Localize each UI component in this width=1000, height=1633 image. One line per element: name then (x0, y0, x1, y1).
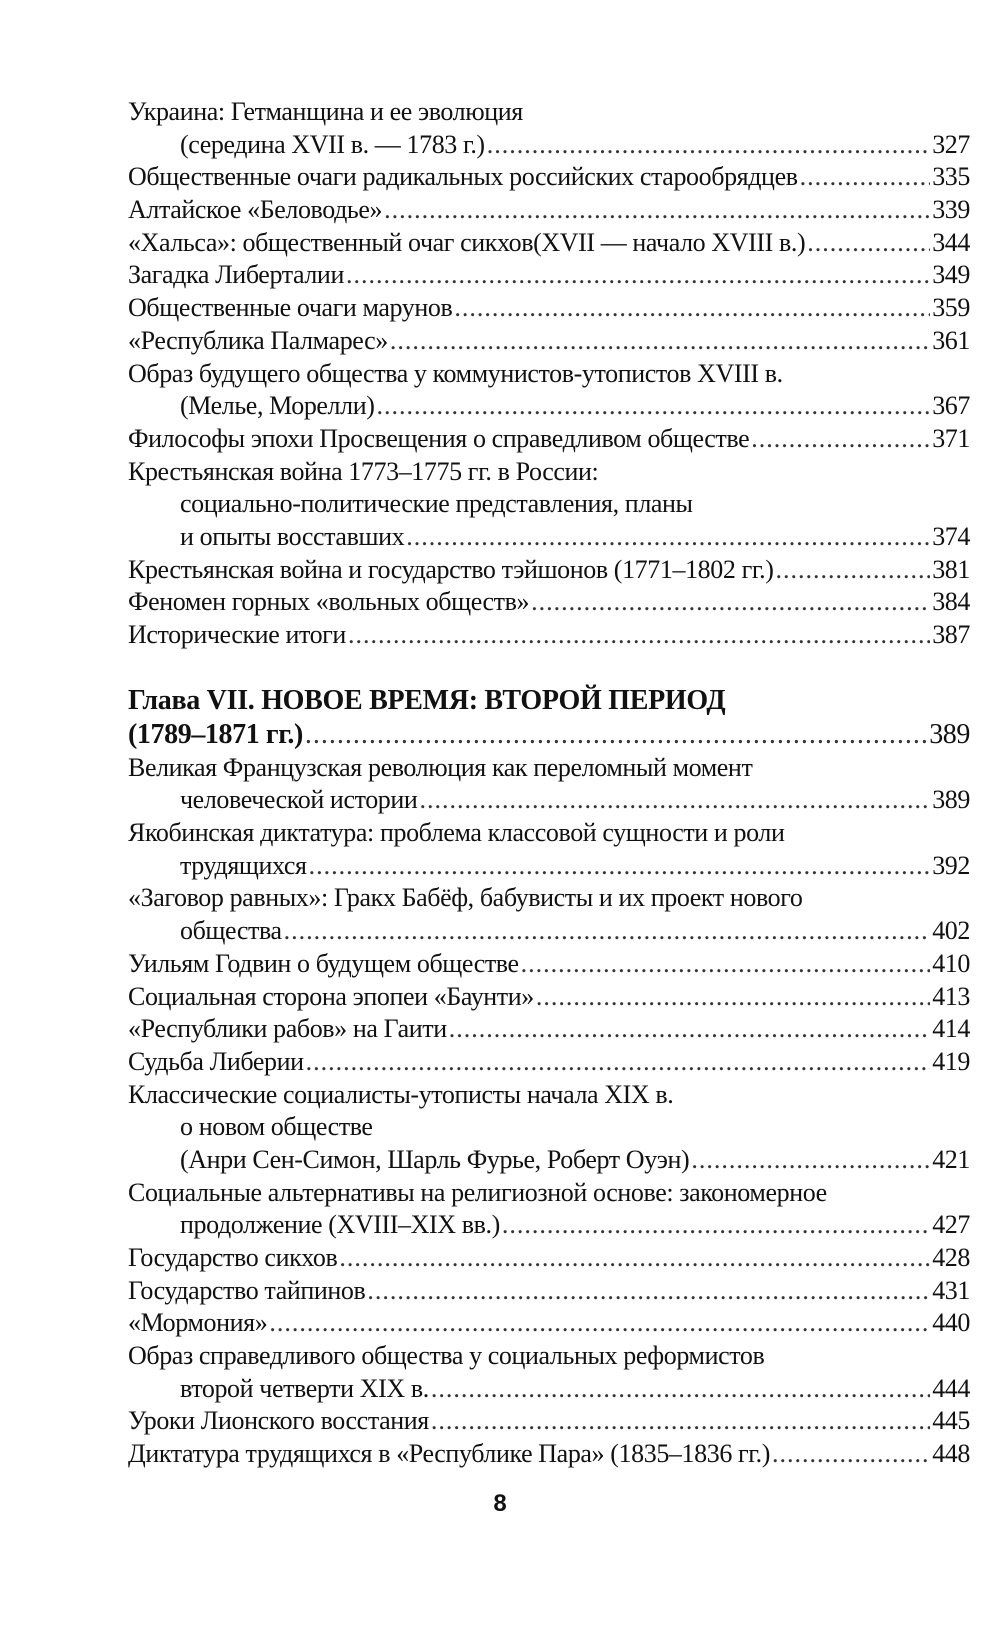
toc-section-chapter-6 (128, 96, 970, 652)
toc-entry-title: Крестьянская война 1773–1775 гг. в России: (128, 456, 599, 486)
toc-entry-page: 381 (932, 554, 970, 584)
toc-entry-page: 444 (932, 1373, 970, 1403)
toc-entry-title: «Мормония» (128, 1308, 268, 1338)
chapter-page: 389 (929, 718, 970, 750)
chapter-heading-line2 (128, 718, 970, 752)
toc-entry-title: Судьба Либерии (128, 1046, 304, 1076)
toc-entry (128, 423, 970, 456)
toc-entry-page: 371 (932, 423, 970, 453)
toc-entry (128, 521, 970, 554)
dot-leader (800, 161, 931, 194)
section-gap (128, 652, 970, 684)
toc-entry-title: Великая Французская революция как переломный момент (128, 752, 753, 782)
toc-entry-title: Образ будущего общества у коммунистов-утопистов XVIII в. (128, 358, 783, 388)
toc-entry (128, 194, 970, 227)
dot-leader (521, 948, 931, 981)
toc-entry (128, 784, 970, 817)
toc-entry-title: «Республика Палмарес» (128, 325, 388, 355)
toc-entry-title: Государство сикхов (128, 1243, 338, 1272)
dot-leader (502, 1209, 930, 1242)
toc-entry (128, 1275, 970, 1308)
toc-entry-title: Алтайское «Беловодье» (128, 195, 383, 225)
toc-entry-title: Феномен горных «вольных обществ» (128, 587, 530, 617)
toc-entry-title: Общественные очаги марунов (128, 293, 453, 323)
toc-entry-page: 413 (932, 981, 970, 1011)
toc-entry-page: 387 (932, 620, 970, 649)
toc-entry-title: Уильям Годвин о будущем обществе (128, 948, 519, 978)
toc-entry (128, 1209, 970, 1242)
toc-entry-title: Общественные очаги радикальных российских старообрядцев (128, 162, 798, 192)
toc-entry-page: 428 (932, 1243, 970, 1272)
dot-leader (305, 718, 927, 752)
dot-leader (536, 981, 930, 1014)
toc-entry-title: (Мелье, Морелли) (180, 391, 375, 421)
toc-entry (128, 981, 970, 1014)
toc-entry (128, 1405, 970, 1438)
toc-entry (128, 1079, 970, 1112)
toc-entry (128, 1307, 970, 1340)
toc-entry-page: 384 (932, 587, 970, 617)
toc-entry-title: «Хальса»: общественный очаг сикхов(XVII — начало XVIII в.) (128, 227, 806, 257)
toc-entry-page: 374 (932, 521, 970, 551)
dot-leader (376, 390, 930, 423)
toc-entry-page: 349 (932, 260, 970, 290)
toc-entry (128, 96, 970, 129)
toc-entry-title: Крестьянская война и государство тэйшонов (1771–1802 гг.) (128, 554, 774, 584)
dot-leader (384, 194, 930, 227)
toc-entry-page: 445 (932, 1406, 970, 1436)
dot-leader (339, 1242, 930, 1275)
toc-entry (128, 1046, 970, 1079)
page-number: 8 (493, 1490, 507, 1517)
toc-entry-title: второй четверти XIX в. (180, 1373, 429, 1403)
toc-entry (128, 554, 970, 587)
toc-entry-title: Диктатура трудящихся в «Республике Пара» (1835–1836 гг.) (128, 1439, 770, 1469)
toc-entry-title: общества (180, 916, 282, 946)
toc-entry-page: 389 (932, 785, 970, 815)
toc-entry (128, 1111, 970, 1144)
toc-entry-title: Социальная сторона эпопеи «Баунти» (128, 981, 534, 1011)
toc-entry (128, 915, 970, 948)
dot-leader (487, 129, 931, 162)
dot-leader (406, 521, 930, 554)
toc-entry (128, 456, 970, 489)
toc-entry (128, 619, 970, 652)
toc-entry-title: социально-политические представления, планы (180, 489, 693, 519)
toc-entry-page: 392 (932, 850, 970, 880)
dot-leader (449, 1013, 930, 1046)
toc-entry (128, 948, 970, 981)
toc-entry (128, 882, 970, 915)
toc-entry-page: 414 (932, 1014, 970, 1044)
toc-entry-page: 427 (932, 1210, 970, 1240)
toc-entry (128, 586, 970, 619)
chapter-title: Глава VII. НОВОЕ ВРЕМЯ: ВТОРОЙ ПЕРИОД (128, 684, 726, 716)
dot-leader (751, 423, 930, 456)
toc-section-chapter-7 (128, 752, 970, 1471)
dot-leader (306, 1046, 931, 1079)
toc-entry (128, 325, 970, 358)
toc-entry-page: 327 (932, 129, 970, 159)
toc-entry-page: 402 (932, 916, 970, 946)
dot-leader (367, 1275, 930, 1308)
toc-entry-title: Украина: Гетманщина и ее эволюция (128, 97, 523, 126)
toc-entry (128, 161, 970, 194)
toc-entry-title: и опыты восставших (180, 521, 405, 551)
toc-entry-title: Уроки Лионского восстания (128, 1406, 429, 1436)
toc-entry-title: о новом обществе (180, 1112, 373, 1142)
dot-leader (807, 227, 930, 260)
toc-entry-page: 361 (932, 325, 970, 355)
toc-entry-page: 448 (932, 1439, 970, 1469)
toc-entry (128, 358, 970, 391)
toc-entry (128, 129, 970, 162)
dot-leader (309, 850, 931, 883)
toc-entry-title: продолжение (XVIII–XIX вв.) (180, 1210, 500, 1240)
toc-entry (128, 752, 970, 785)
toc-entry-page: 440 (932, 1308, 970, 1338)
toc-entry (128, 1373, 970, 1406)
toc-entry-title: Якобинская диктатура: проблема классовой сущности и роли (128, 818, 785, 848)
toc-entry-page: 359 (932, 293, 970, 323)
dot-leader (776, 554, 931, 587)
toc-entry-title: Социальные альтернативы на религиозной основе: закономерное (128, 1177, 827, 1207)
dot-leader (284, 915, 931, 948)
toc-entry (128, 1242, 970, 1275)
toc-entry-title: Философы эпохи Просвещения о справедливом обществе (128, 423, 750, 453)
toc-entry-title: Классические социалисты-утописты начала XIX в. (128, 1079, 674, 1109)
dot-leader (348, 619, 930, 652)
dot-leader (431, 1405, 930, 1438)
toc-entry-page: 419 (932, 1046, 970, 1076)
chapter-heading (128, 684, 970, 718)
toc-entry-title: Государство тайпинов (128, 1275, 366, 1305)
toc-entry-page: 339 (932, 195, 970, 225)
toc-entry (128, 817, 970, 850)
toc-entry (128, 488, 970, 521)
dot-leader (390, 325, 930, 358)
toc-entry-title: «Республики рабов» на Гаити (128, 1014, 447, 1044)
toc-entry (128, 390, 970, 423)
toc-entry-title: (середина XVII в. — 1783 г.) (180, 129, 485, 159)
toc-entry (128, 1144, 970, 1177)
toc-entry-title: Исторические итоги (128, 620, 346, 649)
toc-entry-title: человеческой истории (180, 785, 418, 815)
toc-entry (128, 1438, 970, 1471)
toc-entry (128, 259, 970, 292)
toc-entry-title: Загадка Либерталии (128, 260, 344, 290)
dot-leader (454, 292, 930, 325)
dot-leader (531, 586, 930, 619)
toc-entry-page: 410 (932, 948, 970, 978)
table-of-contents (128, 96, 970, 1471)
toc-entry-page: 367 (932, 391, 970, 421)
toc-entry (128, 850, 970, 883)
toc-entry-title: (Анри Сен-Симон, Шарль Фурье, Роберт Оуэн) (180, 1144, 690, 1174)
toc-entry (128, 1013, 970, 1046)
toc-entry-page: 431 (932, 1275, 970, 1305)
chapter-period: (1789–1871 гг.) (128, 718, 303, 750)
toc-entry-title: «Заговор равных»: Гракх Бабёф, бабувисты и их проект нового (128, 883, 803, 913)
toc-entry-title: Образ справедливого общества у социальных реформистов (128, 1341, 765, 1371)
dot-leader (419, 784, 930, 817)
dot-leader (691, 1144, 930, 1177)
toc-entry-title: трудящихся (180, 850, 307, 880)
toc-entry-page: 421 (932, 1144, 970, 1174)
dot-leader (346, 259, 930, 292)
toc-entry-page: 335 (932, 162, 970, 192)
toc-entry (128, 227, 970, 260)
toc-entry (128, 1177, 970, 1210)
toc-entry (128, 1340, 970, 1373)
toc-entry (128, 292, 970, 325)
dot-leader (431, 1373, 930, 1406)
dot-leader (269, 1307, 930, 1340)
dot-leader (772, 1438, 930, 1471)
toc-entry-page: 344 (932, 227, 970, 257)
